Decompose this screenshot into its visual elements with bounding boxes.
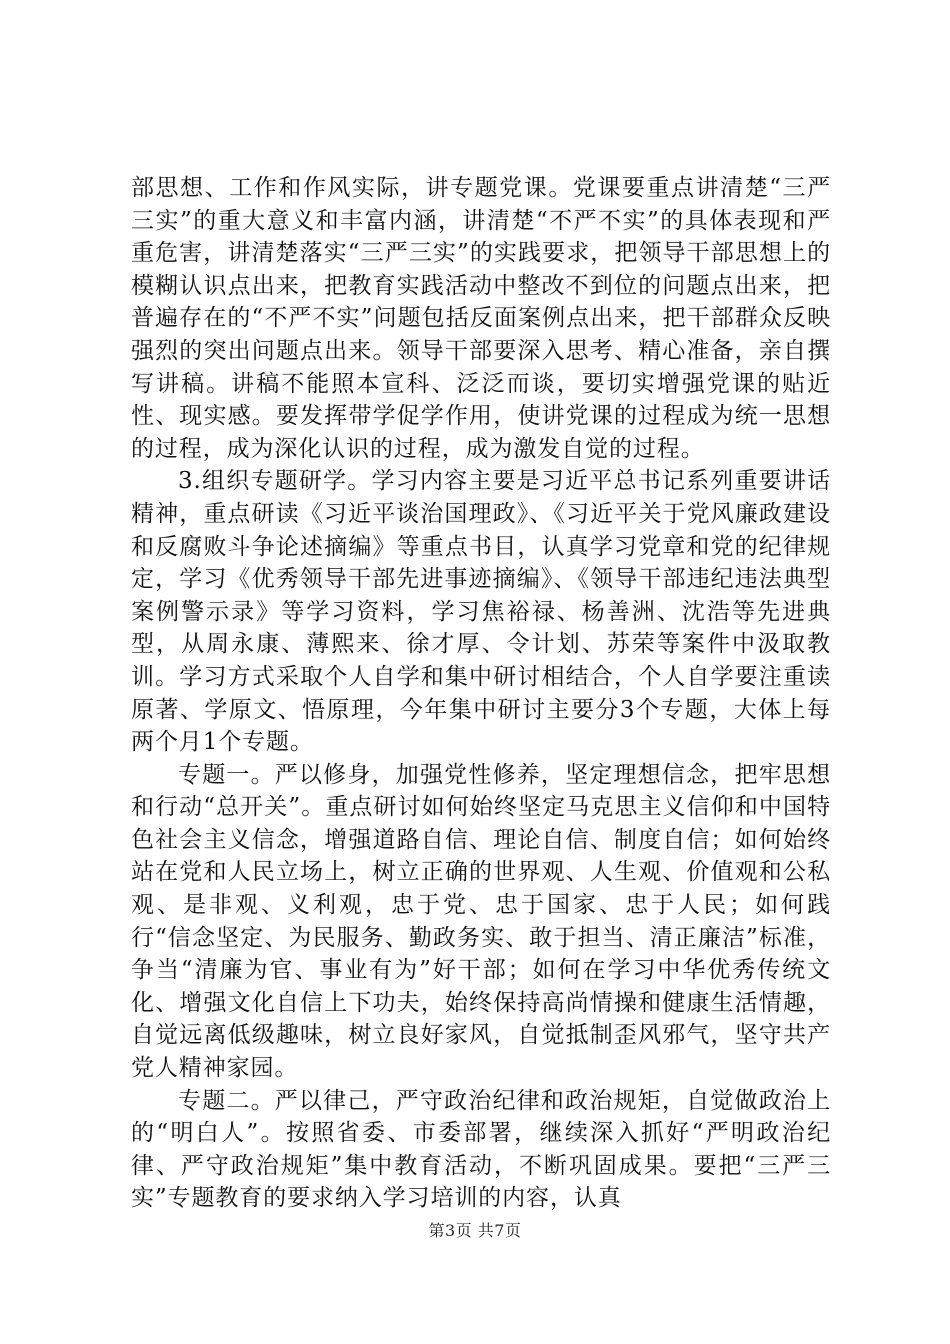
paragraph-special-study: 3.组织专题研学。学习内容主要是习近平总书记系列重要讲话精神，重点研读《习近平谈治国理政》、《习近平关于党风廉政建设和反腐败斗争论述摘编》等重点书目，认真学习党章和党的纪律规定，学习《优秀领导干部先进事迹摘编》、《领导干部违纪违法典型案例警示录》等学习资料，学习焦裕禄、杨善洲、沈浩等先进典型，从周永康、薄熙来、徐才厚、令计划、苏荣等案件中汲取教训。学习方式采取个人自学和集中研讨相结合，个人自学要注重读原著、学原文、悟原理，今年集中研讨主要分3个专题，大体上每两个月1个专题。 (131, 468, 831, 756)
page-number-footer: 第3页 共7页 (428, 1221, 522, 1240)
paragraph-topic-one: 专题一。严以修身，加强党性修养，坚定理想信念，把牢思想和行动“总开关”。重点研讨如何始终坚定马克思主义信仰和中国特色社会主义信念，增强道路自信、理论自信、制度自信；如何始终站在党和人民立场上，树立正确的世界观、人生观、价值观和公私观、是非观、义利观，忠于党、忠于国家、忠于人民；如何践行“信念坚定、为民服务、勤政务实、敢于担当、清正廉洁”标准，争当“清廉为官、事业有为”好干部；如何在学习中华优秀传统文化、增强文化自信上下功夫，始终保持高尚情操和健康生活情趣，自觉远离低级趣味，树立良好家风，自觉抵制歪风邪气，坚守共产党人精神家园。 (131, 761, 831, 1082)
document-body (131, 172, 831, 1215)
paragraph-party-lecture: 部思想、工作和作风实际，讲专题党课。党课要重点讲清楚“三严三实”的重大意义和丰富内涵，讲清楚“不严不实”的具体表现和严重危害，讲清楚落实“三严三实”的实践要求，把领导干部思想上的模糊认识点出来，把教育实践活动中整改不到位的问题点出来，把普遍存在的“不严不实”问题包括反面案例点出来，把干部群众反映强烈的突出问题点出来。领导干部要深入思考、精心准备，亲自撰写讲稿。讲稿不能照本宣科、泛泛而谈，要切实增强党课的贴近性、现实感。要发挥带学促学作用，使讲党课的过程成为统一思想的过程，成为深化认识的过程，成为激发自觉的过程。 (131, 175, 831, 462)
paragraph-topic-two: 专题二。严以律己，严守政治纪律和政治规矩，自觉做政治上的“明白人”。按照省委、市委部署，继续深入抓好“严明政治纪律、严守政治规矩”集中教育活动，不断巩固成果。要把“三严三实”专题教育的要求纳入学习培训的内容，认真 (131, 1087, 831, 1212)
